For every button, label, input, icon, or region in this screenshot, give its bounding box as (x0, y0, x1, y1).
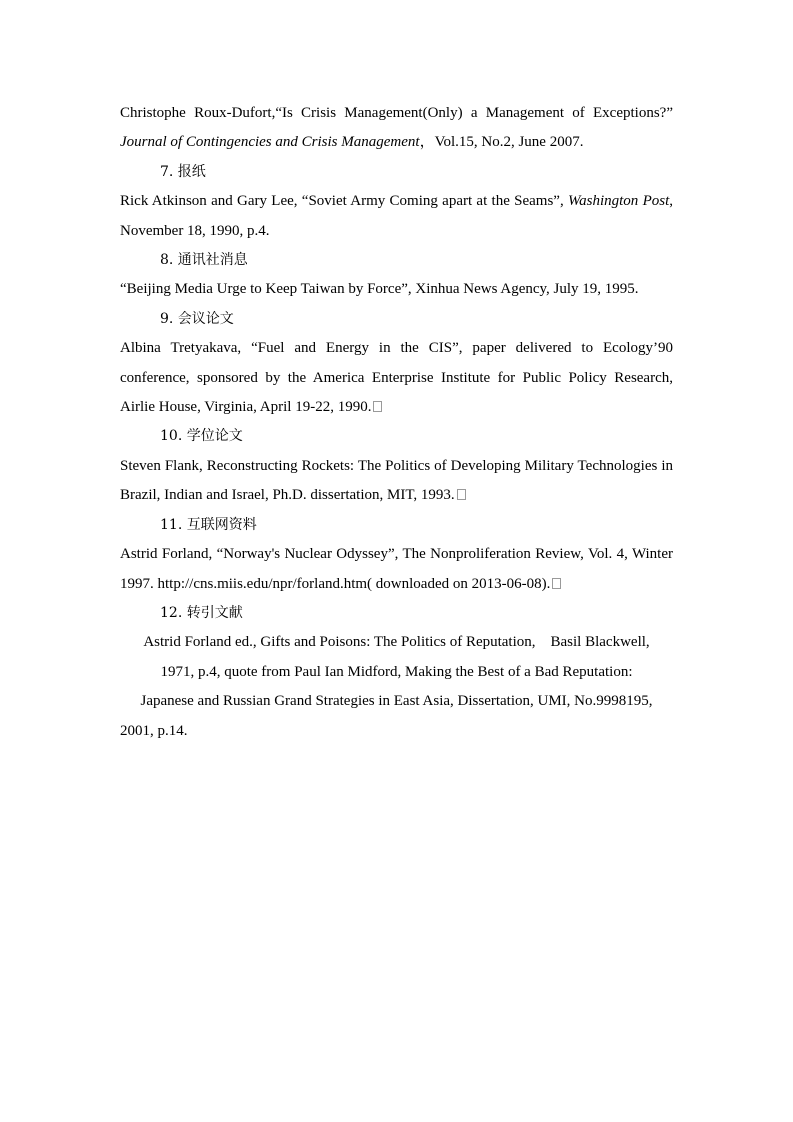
reference-forland-gifts-line: Astrid Forland ed., Gifts and Poisons: The Politics of Reputation, Basil Blackwell, (143, 634, 650, 651)
reference-roux-suffix: ，Vol.15, No.2, June 2007. (419, 134, 584, 151)
section-heading-cited-secondhand: 12. 转引文献 (160, 604, 243, 621)
reference-tretyakava-text: Albina Tretyakava, “Fuel and Energy in the CIS”, paper delivered to Ecology’90 conference, sponsored by the America Enterprise Institute for Public Policy Research, Airlie House, Virginia, April 19-22, 1990. (120, 340, 673, 416)
missing-glyph-box-icon (552, 578, 561, 589)
missing-glyph-box-icon (457, 489, 466, 500)
reference-atkinson-suffix: , November 18, 1990, p.4. (120, 193, 673, 239)
section-heading-news-agency: 8. 通讯社消息 (160, 252, 248, 269)
section-heading-newspaper: 7. 报纸 (160, 163, 206, 180)
section-heading-conference-paper: 9. 会议论文 (160, 310, 234, 327)
reference-roux-dufort (120, 99, 673, 158)
reference-forland-web (120, 540, 673, 599)
section-heading-dissertation: 10. 学位论文 (160, 428, 243, 445)
reference-forland-gifts-line: 2001, p.14. (120, 722, 188, 739)
reference-tretyakava (120, 334, 673, 422)
reference-xinhua-text: “Beijing Media Urge to Keep Taiwan by Force”, Xinhua News Agency, July 19, 1995. (120, 281, 639, 298)
document-page (120, 99, 673, 746)
reference-forland-gifts (120, 628, 673, 746)
reference-roux-journal: Journal of Contingencies and Crisis Management (120, 134, 420, 151)
reference-forland-gifts-line: 1971, p.4, quote from Paul Ian Midford, Making the Best of a Bad Reputation: (160, 663, 633, 680)
reference-forland-gifts-line: Japanese and Russian Grand Strategies in East Asia, Dissertation, UMI, No.9998195, (140, 693, 653, 710)
reference-atkinson-publication: Washington Post (568, 193, 670, 210)
section-heading-internet: 11. 互联网资料 (160, 516, 257, 533)
missing-glyph-box-icon (373, 401, 382, 412)
reference-flank-text: Steven Flank, Reconstructing Rockets: The Politics of Developing Military Technologies in Brazil, Indian and Israel, Ph.D. dissertation, MIT, 1993. (120, 457, 673, 504)
reference-atkinson-prefix: Rick Atkinson and Gary Lee, “Soviet Army Coming apart at the Seams”, (120, 193, 568, 210)
reference-atkinson (120, 187, 673, 246)
reference-flank (120, 452, 673, 511)
reference-xinhua (120, 275, 673, 304)
reference-forland-web-text: Astrid Forland, “Norway's Nuclear Odyssey”, The Nonproliferation Review, Vol. 4, Winter 1997. http://cns.miis.edu/npr/forland.htm( downloaded on 2013-06-08). (120, 546, 673, 592)
reference-roux-authors: Christophe Roux-Dufort,“Is Crisis Management(Only) a Management of Exceptions?” (120, 105, 673, 121)
